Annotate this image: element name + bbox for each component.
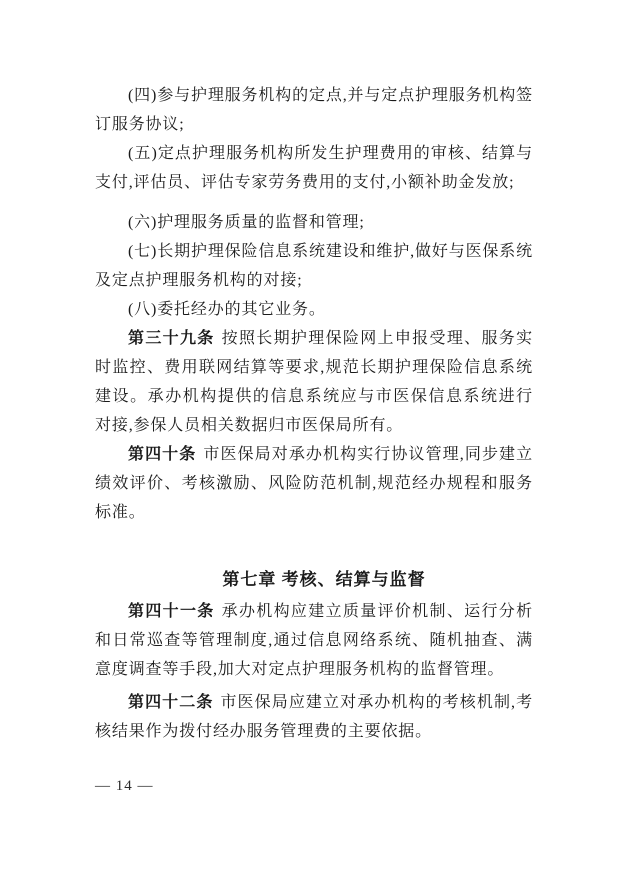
document-paragraph-item7	[95, 237, 533, 295]
paragraph-text: (四)参与护理服务机构的定点,并与定点护理服务机构签订服务协议;	[95, 87, 533, 133]
paragraph-text: 市医保局应建立对承办机构的考核机制,考核结果作为拨付经办服务管理费的主要依据。	[95, 694, 533, 740]
document-paragraph-article42	[95, 688, 533, 746]
paragraph-text: (七)长期护理保险信息系统建设和维护,做好与医保系统及定点护理服务机构的对接;	[95, 243, 533, 289]
document-paragraph-item8	[95, 295, 533, 324]
document-paragraph-article40	[95, 440, 533, 527]
chapter-heading: 第七章 考核、结算与监督	[222, 570, 426, 589]
paragraph-text: (八)委托经办的其它业务。	[128, 301, 326, 318]
document-paragraph-item6	[95, 208, 533, 237]
article-number: 第四十一条	[128, 603, 215, 620]
page-number: — 14 —	[95, 778, 154, 794]
article-number: 第四十条	[128, 446, 197, 463]
document-paragraph-item4	[95, 81, 533, 139]
paragraph-text: 市医保局对承办机构实行协议管理,同步建立绩效评价、考核激励、风险防范机制,规范经办规程和服务标准。	[95, 446, 533, 521]
article-number: 第四十二条	[128, 694, 214, 711]
document-paragraph-item5	[95, 139, 533, 197]
article-number: 第三十九条	[128, 330, 215, 347]
paragraph-text: (五)定点护理服务机构所发生护理费用的审核、结算与支付,评估员、评估专家劳务费用的支付,小额补助金发放;	[95, 145, 533, 191]
paragraph-text: 承办机构应建立质量评价机制、运行分析和日常巡查等管理制度,通过信息网络系统、随机抽查、满意度调查等手段,加大对定点护理服务机构的监督管理。	[95, 603, 533, 678]
paragraph-text: (六)护理服务质量的监督和管理;	[128, 214, 365, 231]
document-paragraph-article41	[95, 597, 533, 684]
document-paragraph-article39	[95, 324, 533, 440]
paragraph-text: 按照长期护理保险网上申报受理、服务实时监控、费用联网结算等要求,规范长期护理保险信息系统建设。承办机构提供的信息系统应与市医保信息系统进行对接,参保人员相关数据归市医保局所有。	[95, 330, 533, 434]
